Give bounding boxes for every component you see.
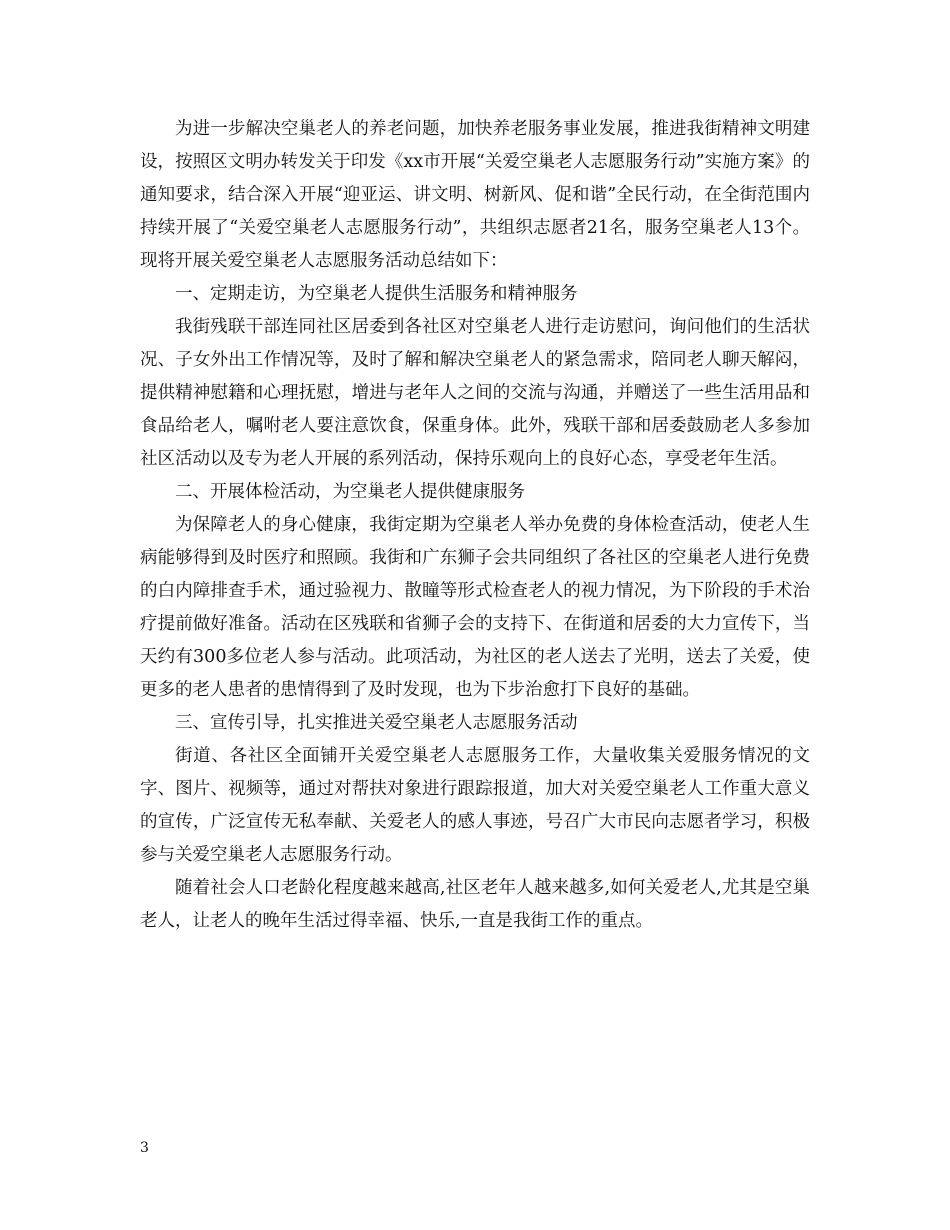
page-number: 3	[140, 1140, 149, 1156]
closing-paragraph: 随着社会人口老龄化程度越来越高,社区老年人越来越多,如何关爱老人,尤其是空巢老人，让老人的晚年生活过得幸福、快乐,一直是我街工作的重点。	[140, 878, 810, 931]
intro-paragraph: 为进一步解决空巢老人的养老问题，加快养老服务事业发展，推进我街精神文明建设，按照区文明办转发关于印发《xx市开展“关爱空巢老人志愿服务行动”实施方案》的通知要求，结合深入开展“迎亚运、讲文明、树新风、促和谐”全民行动，在全街范围内持续开展了“关爱空巢老人志愿服务行动”，共组织志愿者21名，服务空巢老人13个。现将开展关爱空巢老人志愿服务活动总结如下：	[140, 119, 810, 271]
section-heading-1: 一、定期走访，为空巢老人提供生活服务和精神服务	[175, 284, 578, 304]
section-2-paragraph: 为保障老人的身心健康，我街定期为空巢老人举办免费的身体检查活动，使老人生病能够得到及时医疗和照顾。我街和广东狮子会共同组织了各社区的空巢老人进行免费的白内障排查手术，通过验视力、散瞳等形式检查老人的视力情况，为下阶段的手术治疗提前做好准备。活动在区残联和省狮子会的支持下、在街道和居委的大力宣传下，当天约有300多位老人参与活动。此项活动，为社区的老人送去了光明，送去了关爱，使更多的老人患者的患情得到了及时发现，也为下步治愈打下良好的基础。	[140, 515, 810, 700]
section-heading-3: 三、宣传引导，扎实推进关爱空巢老人志愿服务活动	[175, 713, 578, 733]
section-3-paragraph: 街道、各社区全面铺开关爱空巢老人志愿服务工作，大量收集关爱服务情况的文字、图片、视频等，通过对帮扶对象进行跟踪报道，加大对关爱空巢老人工作重大意义的宣传，广泛宣传无私奉献、关爱老人的感人事迹，号召广大市民向志愿者学习，积极参与关爱空巢老人志愿服务行动。	[140, 746, 810, 865]
document-body	[140, 113, 810, 938]
section-heading-2: 二、开展体检活动，为空巢老人提供健康服务	[175, 482, 525, 502]
section-1-paragraph: 我街残联干部连同社区居委到各社区对空巢老人进行走访慰问，询问他们的生活状况、子女外出工作情况等，及时了解和解决空巢老人的紧急需求，陪同老人聊天解闷，提供精神慰籍和心理抚慰，增进与老年人之间的交流与沟通，并赠送了一些生活用品和食品给老人，嘱咐老人要注意饮食，保重身体。此外，残联干部和居委鼓励老人多参加社区活动以及专为老人开展的系列活动，保持乐观向上的良好心态，享受老年生活。	[140, 317, 810, 469]
